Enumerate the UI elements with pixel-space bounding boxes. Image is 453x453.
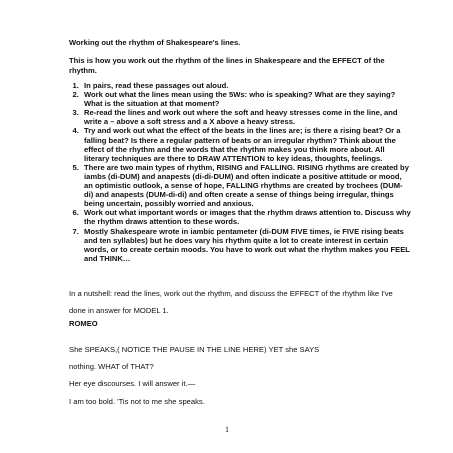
speaker-heading: ROMEO: [69, 319, 98, 328]
script-line: Her eye discourses. I will answer it.—: [69, 379, 196, 388]
summary-paragraph: In a nutshell: read the lines, work out the rhythm, and discuss the EFFECT of the rhythm like I've done in answer for MODEL 1.: [69, 289, 393, 315]
intro-paragraph: This is how you work out the rhythm of the lines in Shakespeare and the EFFECT of the rhythm.: [69, 56, 385, 75]
document-title: Working out the rhythm of Shakespeare's lines.: [69, 38, 241, 47]
page-number: 1: [225, 425, 229, 434]
script-line: nothing. WHAT of THAT?: [69, 362, 154, 371]
list-item: 5. There are two main types of rhythm, RISING and FALLING. RISING rhythms are created by iambs (di-DUM) and anapests (di-di-DUM) and often indicate a positive attitude or mood, an optimistic outlook, a sense of hope, FALLING rhythms are created by trochees (DUM-di) and anapests (DUM-di-di) and often create a sense of things being irregular, things being uncertain, possibly worried and anxious.: [81, 163, 411, 208]
list-item: 4. Try and work out what the effect of the beats in the lines are; is there a rising beat? Or a falling beat? Is there a regular pattern of beats or an irregular rhythm? Think about the effect of the rhythm and the words that the rhythm makes you think more about. All literary techniques are there to DRAW ATTENTION to key ideas, thoughts, feelings.: [81, 126, 411, 162]
list-item: 2. Work out what the lines mean using the 5Ws: who is speaking? What are they saying? What is the situation at that moment?: [81, 90, 411, 108]
list-item: 7. Mostly Shakespeare wrote in iambic pentameter (di-DUM FIVE times, ie FIVE rising beats and ten syllables) but he does vary his rhythm quite a lot to create interest in certain words, or to create certain moods. You have to work out what the rhythm makes you FEEL and THINK…: [81, 227, 411, 263]
list-item: 3. Re-read the lines and work out where the soft and heavy stresses come in the line, and write a – above a soft stress and a X above a heavy stress.: [81, 108, 411, 126]
script-line: She SPEAKS,( NOTICE THE PAUSE IN THE LINE HERE) YET she SAYS: [69, 345, 320, 354]
list-item: 1. In pairs, read these passages out aloud.: [81, 81, 411, 90]
steps-list: [69, 81, 411, 263]
script-line: I am too bold. 'Tis not to me she speaks.: [69, 397, 205, 406]
list-item: 6. Work out what important words or images that the rhythm draws attention to. Discuss why the rhythm draws attention to these words.: [81, 208, 411, 226]
